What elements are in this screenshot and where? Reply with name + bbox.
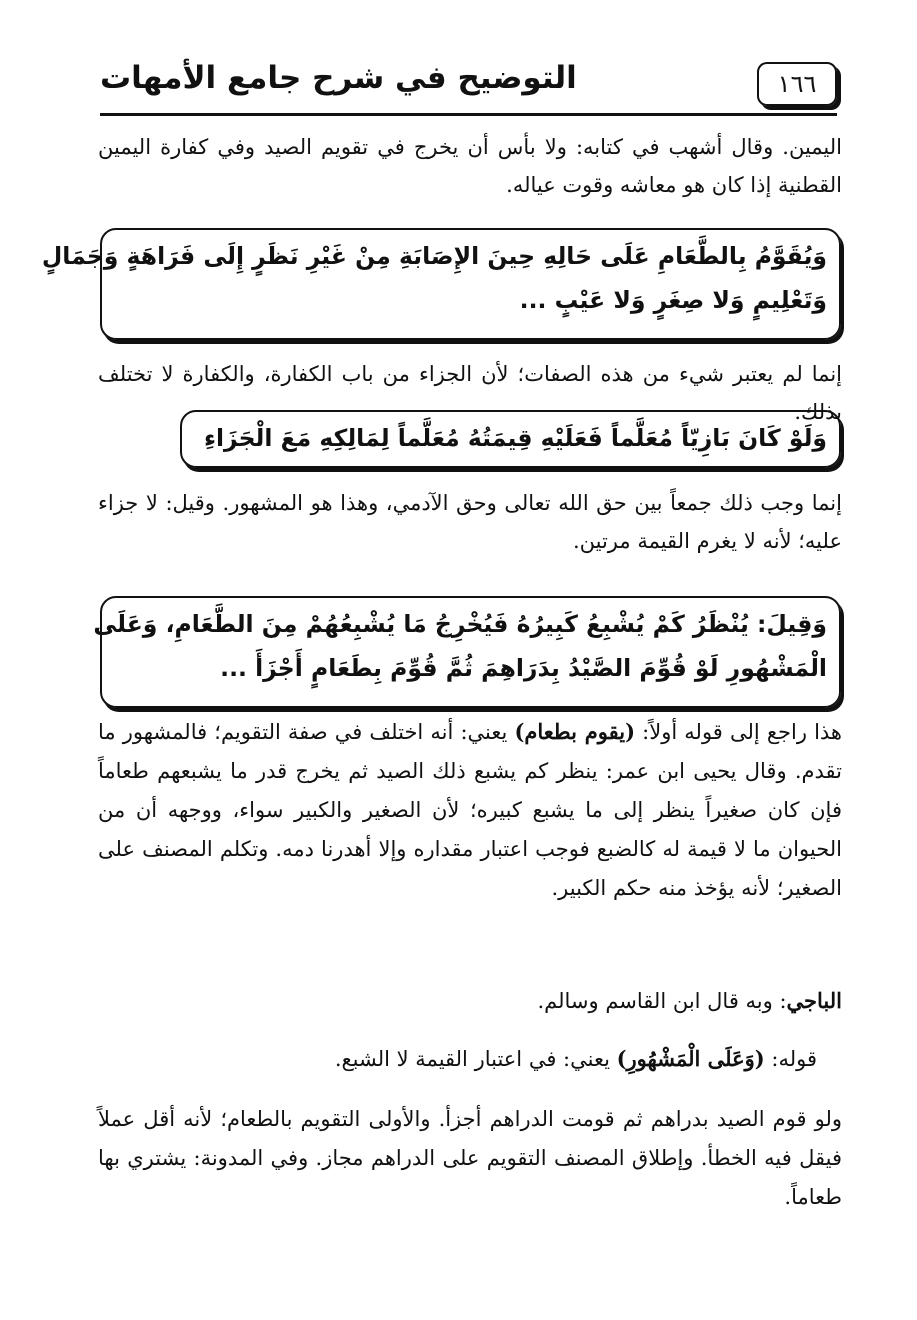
matn-1-line-1: وَيُقَوَّمُ بِالطَّعَامِ عَلَى حَالِهِ حِينَ الإِصَابَةِ مِنْ غَيْرِ نَظَرٍ إِلَى فَرَاهَةٍ وَجَمَالٍ xyxy=(41,242,827,270)
matn-3-line-1: وَقِيلَ: يُنْظَرُ كَمْ يُشْبِعُ كَبِيرُهُ فَيُخْرِجُ مَا يُشْبِعُهُمْ مِنَ الطَّعَامِ، وَعَلَى xyxy=(93,610,827,638)
paragraph-4-lead: هذا راجع إلى قوله أولاً: xyxy=(635,720,843,744)
matn-box-1 xyxy=(41,228,841,340)
paragraph-6-lead: قوله: xyxy=(764,1047,817,1071)
paragraph-4 xyxy=(98,712,842,908)
quoted-phrase-mashhur: (وَعَلَى الْمَشْهُورِ) xyxy=(616,1046,765,1071)
quoted-phrase-yuqawwam: (يقوم بطعام) xyxy=(514,719,636,744)
matn-box-2 xyxy=(180,410,841,468)
page-header xyxy=(100,58,837,116)
paragraph-3: إنما وجب ذلك جمعاً بين حق الله تعالى وحق الآدمي، وهذا هو المشهور. وقيل: لا جزاء عليه؛ لأنه لا يغرم القيمة مرتين. xyxy=(98,491,842,553)
paragraph-4-body: يعني: أنه اختلف في صفة التقويم؛ فالمشهور ما تقدم. وقال يحيى ابن عمر: ينظر كم يشبع ذلك الصيد ثم يخرج قدر ما يشبعهم طعاماً فإن كان صغيراً ينظر إلى ما يشبع كبيره؛ لأن الصغير والكبير سواء، ووجهه أن من الحيوان ما لا قيمة له كالضبع فوجب اعتبار مقداره وإلا أهدرنا دمه. وتكلم المصنف على الصغير؛ لأنه يؤخذ منه حكم الكبير. xyxy=(98,720,842,900)
matn-box-3 xyxy=(93,596,841,708)
matn-2-line-1: وَلَوْ كَانَ بَازِيّاً مُعَلَّماً فَعَلَيْهِ قِيمَتُهُ مُعَلَّماً لِمَالِكِهِ مَعَ الْجَزَاءِ xyxy=(203,424,827,452)
paragraph-7: ولو قوم الصيد بدراهم ثم قومت الدراهم أجزأ. والأولى التقويم بالطعام؛ لأنه أقل عملاً فيقل فيه الخطأ. وإطلاق المصنف التقويم على الدراهم مجاز. وفي المدونة: يشتري بها طعاماً. xyxy=(98,1107,842,1209)
paragraph-2: إنما لم يعتبر شيء من هذه الصفات؛ لأن الجزاء من باب الكفارة، والكفارة لا تختلف بذلك. xyxy=(98,362,842,424)
author-name-baji: الباجي xyxy=(786,988,842,1013)
header-rule xyxy=(100,113,837,116)
paragraph-1: اليمين. وقال أشهب في كتابه: ولا بأس أن يخرج في تقويم الصيد وفي كفارة اليمين القطنية إذا كان هو معاشه وقوت عياله. xyxy=(98,135,842,197)
page-number-box xyxy=(757,62,837,106)
page-number: ١٦٦ xyxy=(777,70,817,98)
paragraph-6-body: يعني: في اعتبار القيمة لا الشبع. xyxy=(334,1047,617,1071)
paragraph-5 xyxy=(98,982,842,1020)
matn-3-line-2: الْمَشْهُورِ لَوْ قُوِّمَ الصَّيْدُ بِدَرَاهِمَ ثُمَّ قُوِّمَ بِطَعَامٍ أَجْزَأَ ... xyxy=(220,654,827,682)
paragraph-5-body: : وبه قال ابن القاسم وسالم. xyxy=(537,989,787,1013)
book-title: التوضيح في شرح جامع الأمهات xyxy=(100,60,577,96)
paragraph-6 xyxy=(98,1040,817,1078)
matn-1-line-2: وَتَعْلِيمٍ وَلا صِغَرٍ وَلا عَيْبٍ ... xyxy=(519,286,827,314)
